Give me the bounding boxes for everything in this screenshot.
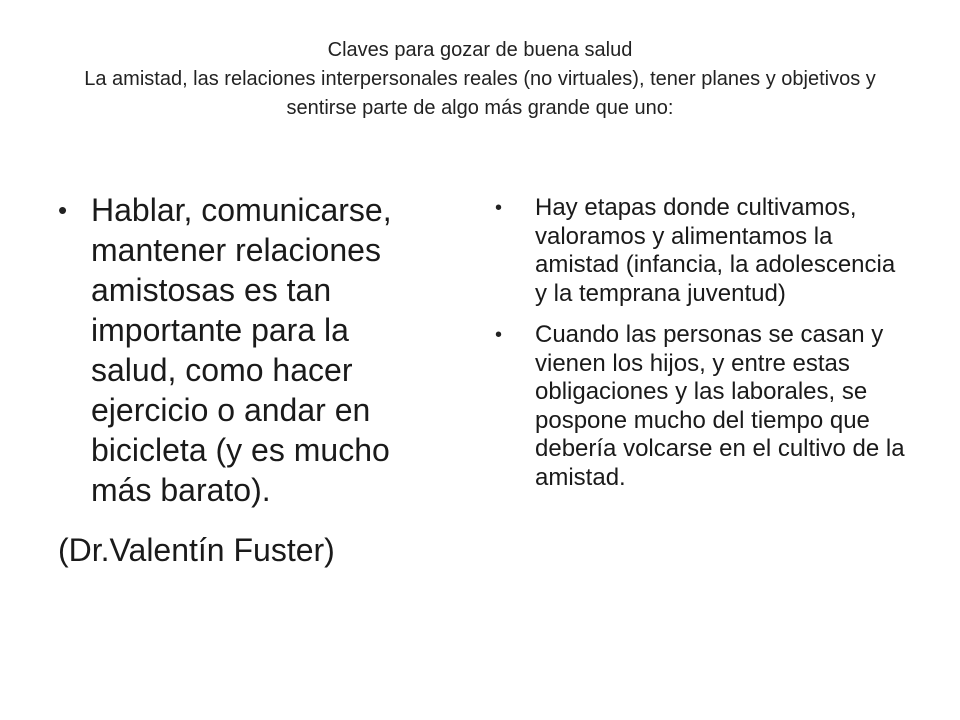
title-line-2: La amistad, las relaciones interpersonales reales (no virtuales), tener planes y objetivos y sentirse parte de algo más grande que uno: bbox=[84, 68, 876, 119]
list-item-text: Hay etapas donde cultivamos, valoramos y alimentamos la amistad (infancia, la adolescencia y la temprana juventud) bbox=[535, 194, 896, 307]
list-item bbox=[58, 190, 438, 510]
right-column bbox=[495, 194, 910, 505]
list-item-text: Hablar, comunicarse, mantener relaciones amistosas es tan importante para la salud, como hacer ejercicio o andar en bicicleta (y es mucho más barato). bbox=[91, 192, 392, 508]
slide-title bbox=[60, 36, 900, 123]
bullet-icon: • bbox=[495, 324, 503, 346]
list-item bbox=[495, 321, 910, 492]
attribution: (Dr.Valentín Fuster) bbox=[58, 532, 335, 568]
left-bullet-list bbox=[58, 190, 438, 510]
list-item bbox=[495, 194, 910, 308]
list-item-text: Cuando las personas se casan y vienen los hijos, y entre estas obligaciones y las laborales, se pospone mucho del tiempo que debería volcarse en el cultivo de la amistad. bbox=[535, 321, 905, 491]
bullet-icon: • bbox=[495, 197, 503, 219]
right-bullet-list bbox=[495, 194, 910, 492]
left-column bbox=[58, 190, 438, 570]
title-line-1: Claves para gozar de buena salud bbox=[327, 39, 633, 61]
bullet-icon: • bbox=[58, 195, 68, 225]
